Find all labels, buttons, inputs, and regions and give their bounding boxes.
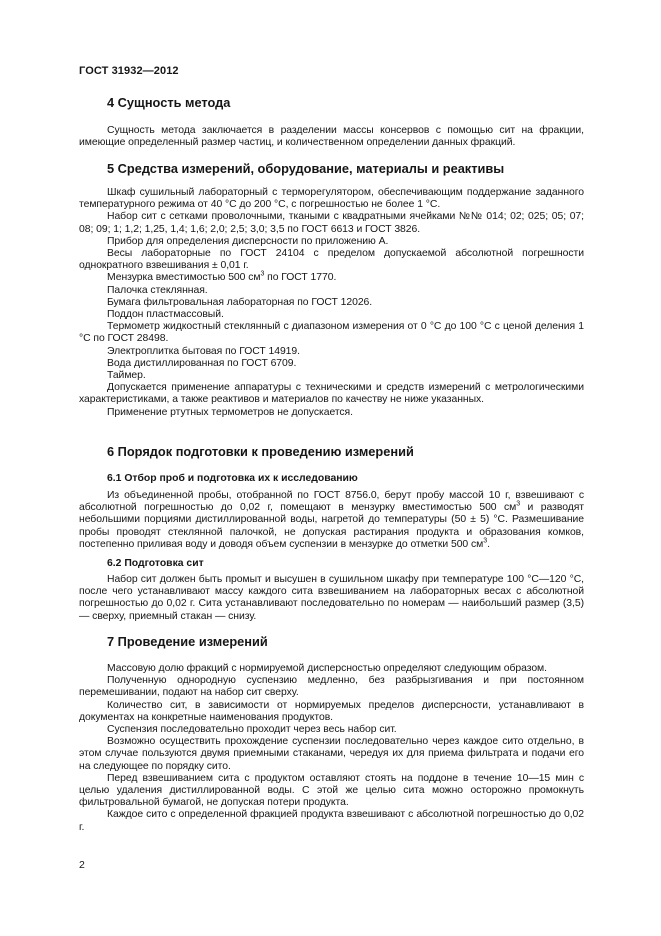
section-4-heading: 4 Сущность метода bbox=[107, 95, 231, 110]
text-run: по ГОСТ 1770. bbox=[264, 272, 337, 284]
paragraph bbox=[79, 272, 584, 284]
subsection-6-2-body bbox=[79, 574, 584, 623]
paragraph: Набор сит должен быть промыт и высушен в сушильном шкафу при температуре 100 °C—120 °C, после чего устанавливают массу каждого сита взвешиванием на лабораторных весах с абсолютной погрешностью до 0,02 г. Сита устанавливают последовательно по номерам — наибольший размер (3,5) — сверху, приемный стакан — снизу. bbox=[79, 574, 584, 622]
paragraph bbox=[79, 490, 584, 551]
paragraph: Возможно осуществить прохождение суспензии последовательно через каждое сито отдельно, в этом случае пользуются двумя приемными стаканами, чередуя их для приема фильтрата и подачи его на следующее по порядку сито. bbox=[79, 736, 584, 772]
paragraph: Массовую долю фракций с нормируемой дисперсностью определяют следующим образом. bbox=[107, 663, 547, 674]
section-4-body bbox=[79, 125, 584, 149]
text-run: . bbox=[487, 538, 490, 550]
subsection-6-1-body bbox=[79, 490, 584, 551]
paragraph: Количество сит, в зависимости от нормируемых пределов дисперсности, устанавливают в документах на конкретные наименования продуктов. bbox=[79, 699, 584, 723]
paragraph: Применение ртутных термометров не допускается. bbox=[107, 406, 353, 418]
paragraph: Таймер. bbox=[107, 370, 146, 382]
section-5-body bbox=[79, 187, 584, 419]
paragraph: Электроплитка бытовая по ГОСТ 14919. bbox=[107, 345, 300, 357]
paragraph: Полученную однородную суспензию медленно, без разбрызгивания и при постоянном перемешивании, подают на набор сит сверху. bbox=[79, 675, 584, 699]
paragraph: Термометр жидкостный стеклянный с диапазоном измерения от 0 °C до 100 °C с ценой деления 1 °C по ГОСТ 28498. bbox=[79, 321, 584, 345]
paragraph: Допускается применение аппаратуры с техническими и средств измерений с метрологическими характеристиками, а также реактивов и материалов по качеству не ниже указанных. bbox=[79, 382, 584, 406]
paragraph: Сущность метода заключается в разделении массы консервов с помощью сит на фракции, имеющие определенный размер частиц, и количественном определении данных фракций. bbox=[79, 125, 584, 149]
paragraph: Весы лабораторные по ГОСТ 24104 с пределом допускаемой абсолютной погрешности однократного взвешивания ± 0,01 г. bbox=[79, 248, 584, 272]
section-5-heading: 5 Средства измерений, оборудование, материалы и реактивы bbox=[107, 161, 505, 176]
paragraph: Каждое сито с определенной фракцией продукта взвешивают с абсолютной погрешностью до 0,02 г. bbox=[79, 809, 584, 833]
running-header: ГОСТ 31932—2012 bbox=[79, 65, 179, 77]
paragraph: Бумага фильтровальная лабораторная по ГОСТ 12026. bbox=[107, 296, 373, 308]
section-7-heading: 7 Проведение измерений bbox=[107, 634, 268, 649]
subsection-6-2-heading: 6.2 Подготовка сит bbox=[107, 558, 204, 569]
paragraph: Палочка стеклянная. bbox=[107, 284, 208, 296]
paragraph: Набор сит с сетками проволочными, ткаными с квадратными ячейками №№ 014; 02; 025; 05; 07; 08; 09; 1; 1,2; 1,25, 1,4; 1,6; 2,0; 2,5; 3,0; 3,5 по ГОСТ 6613 и ГОСТ 3826. bbox=[79, 211, 584, 235]
superscript: 3 bbox=[260, 270, 265, 278]
superscript: 3 bbox=[516, 500, 521, 508]
section-6-heading: 6 Порядок подготовки к проведению измерений bbox=[107, 444, 414, 459]
page-number: 2 bbox=[79, 859, 85, 871]
paragraph: Вода дистиллированная по ГОСТ 6709. bbox=[107, 357, 297, 369]
paragraph: Суспензия последовательно проходит через весь набор сит. bbox=[107, 724, 397, 736]
section-7-body bbox=[79, 663, 584, 834]
text-run: Из объединенной пробы, отобранной по ГОСТ 8756.0, берут пробу массой 10 г, взвешивают с абсолютной погрешностью до 0,02 г, помещают в мензурку вместимостью 500 см bbox=[79, 490, 584, 514]
text-run: Мензурка вместимостью 500 см bbox=[107, 272, 261, 284]
superscript: 3 bbox=[483, 537, 488, 545]
paragraph: Шкаф сушильный лабораторный с терморегулятором, обеспечивающим поддержание заданного температурного режима от 40 °C до 200 °C, с погрешностью не более 1 °C. bbox=[79, 187, 584, 211]
text-run: и разводят небольшими порциями дистиллированной воды, нагретой до температуры (50 ± 5) °C. Размешивание пробы проводят стеклянной палочкой, не допуская растирания продукта и образования комков, постепенно приливая воду и доводя объем суспензии в мензурке до отметки 500 см bbox=[79, 502, 584, 550]
paragraph: Поддон пластмассовый. bbox=[107, 309, 224, 321]
paragraph: Прибор для определения дисперсности по приложению А. bbox=[107, 235, 389, 247]
subsection-6-1-heading: 6.1 Отбор проб и подготовка их к исследованию bbox=[107, 473, 358, 484]
paragraph: Перед взвешиванием сита с продуктом оставляют стоять на поддоне в течение 10—15 мин с целью удаления дистиллированной воды. С этой же целью сита можно осторожно промокнуть фильтровальной бумагой, не допуская потери продукта. bbox=[79, 772, 584, 809]
